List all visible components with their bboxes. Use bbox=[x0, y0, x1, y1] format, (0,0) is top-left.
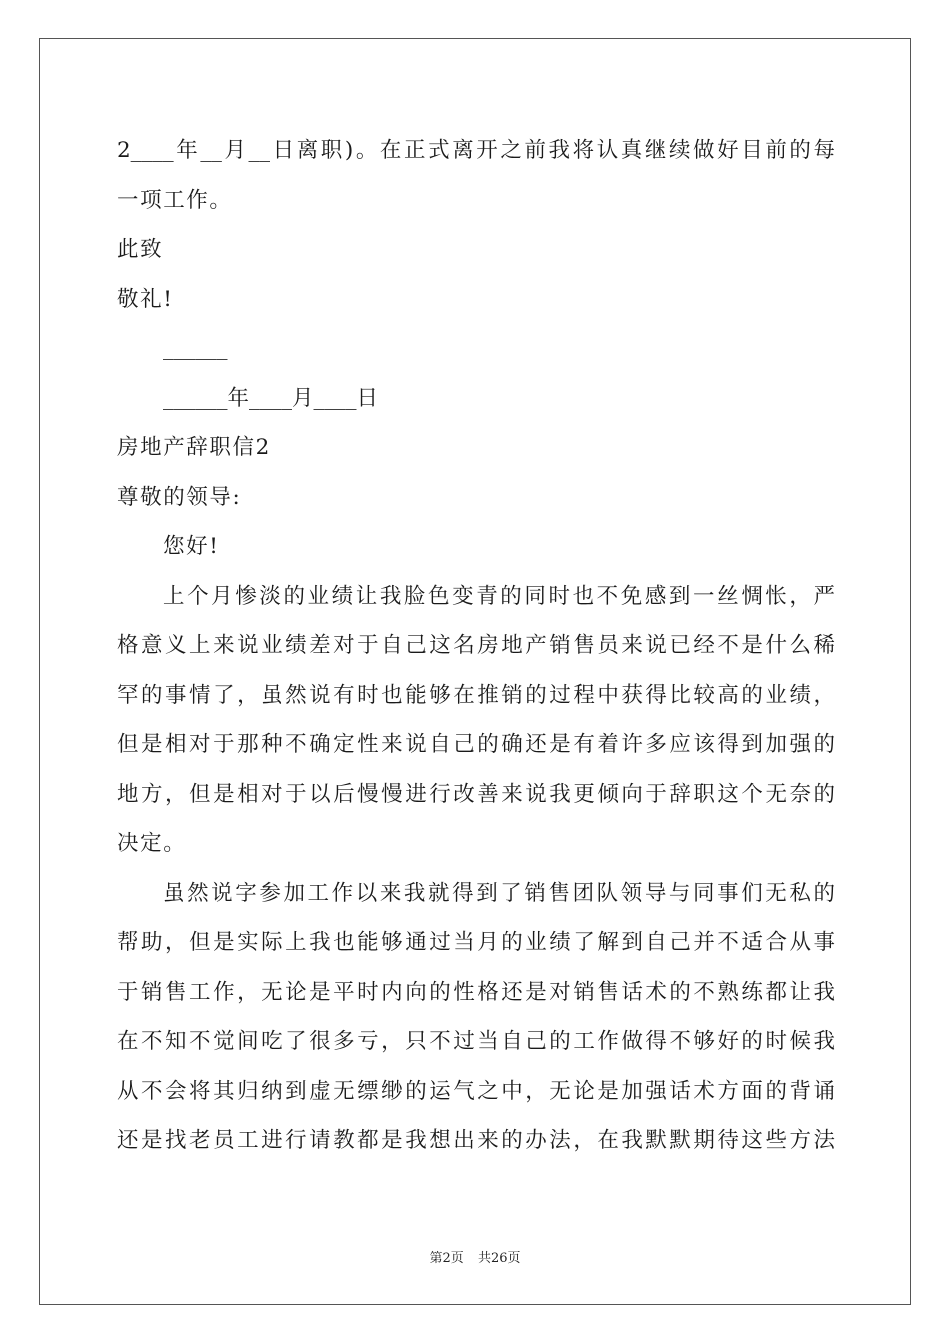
page-footer bbox=[0, 1247, 950, 1266]
signature-blank: ______ bbox=[163, 336, 228, 361]
paragraph-line: 决定。 bbox=[117, 831, 187, 856]
paragraph-line: 地方，但是相对于以后慢慢进行改善来说我更倾向于辞职这个无奈的 bbox=[117, 781, 835, 807]
page-total: 共26页 bbox=[477, 1251, 521, 1266]
greeting-line: 您好! bbox=[163, 534, 220, 559]
paragraph-line: 在不知不觉间吃了很多亏，只不过当自己的工作做得不够好的时候我 bbox=[117, 1029, 835, 1054]
document-body bbox=[117, 126, 835, 1166]
paragraph-line: 格意义上来说业绩差对于自己这名房地产销售员来说已经不是什么稀 bbox=[117, 633, 835, 658]
text-line: 一项工作。 bbox=[117, 187, 233, 213]
paragraph-line: 上个月惨淡的业绩让我脸色变青的同时也不免感到一丝惆怅，严 bbox=[163, 583, 835, 609]
paragraph-line: 还是找老员工进行请教都是我想出来的办法，在我默默期待这些方法 bbox=[117, 1128, 835, 1153]
paragraph-line: 罕的事情了，虽然说有时也能够在推销的过程中获得比较高的业绩， bbox=[117, 682, 835, 708]
letter-greeting: 尊敬的领导: bbox=[117, 484, 242, 510]
page-number: 第2页 bbox=[429, 1251, 464, 1266]
closing-line: 此致 bbox=[117, 237, 164, 262]
paragraph-line: 从不会将其归纳到虚无缥缈的运气之中，无论是加强话术方面的背诵 bbox=[117, 1078, 835, 1104]
paragraph-line: 但是相对于那种不确定性来说自己的确还是有着许多应该得到加强的 bbox=[117, 732, 835, 757]
letter-title: 房地产辞职信2 bbox=[117, 435, 271, 460]
paragraph-line: 虽然说字参加工作以来我就得到了销售团队领导与同事们无私的 bbox=[163, 880, 835, 906]
salutation-line: 敬礼! bbox=[117, 286, 174, 312]
text-line: 2____年__月__日离职)。在正式离开之前我将认真继续做好目前的每 bbox=[117, 138, 835, 163]
date-blank: ______年____月____日 bbox=[163, 385, 379, 411]
paragraph-line: 帮助，但是实际上我也能够通过当月的业绩了解到自己并不适合从事 bbox=[117, 930, 835, 955]
paragraph-line: 于销售工作，无论是平时内向的性格还是对销售话术的不熟练都让我 bbox=[117, 979, 835, 1005]
